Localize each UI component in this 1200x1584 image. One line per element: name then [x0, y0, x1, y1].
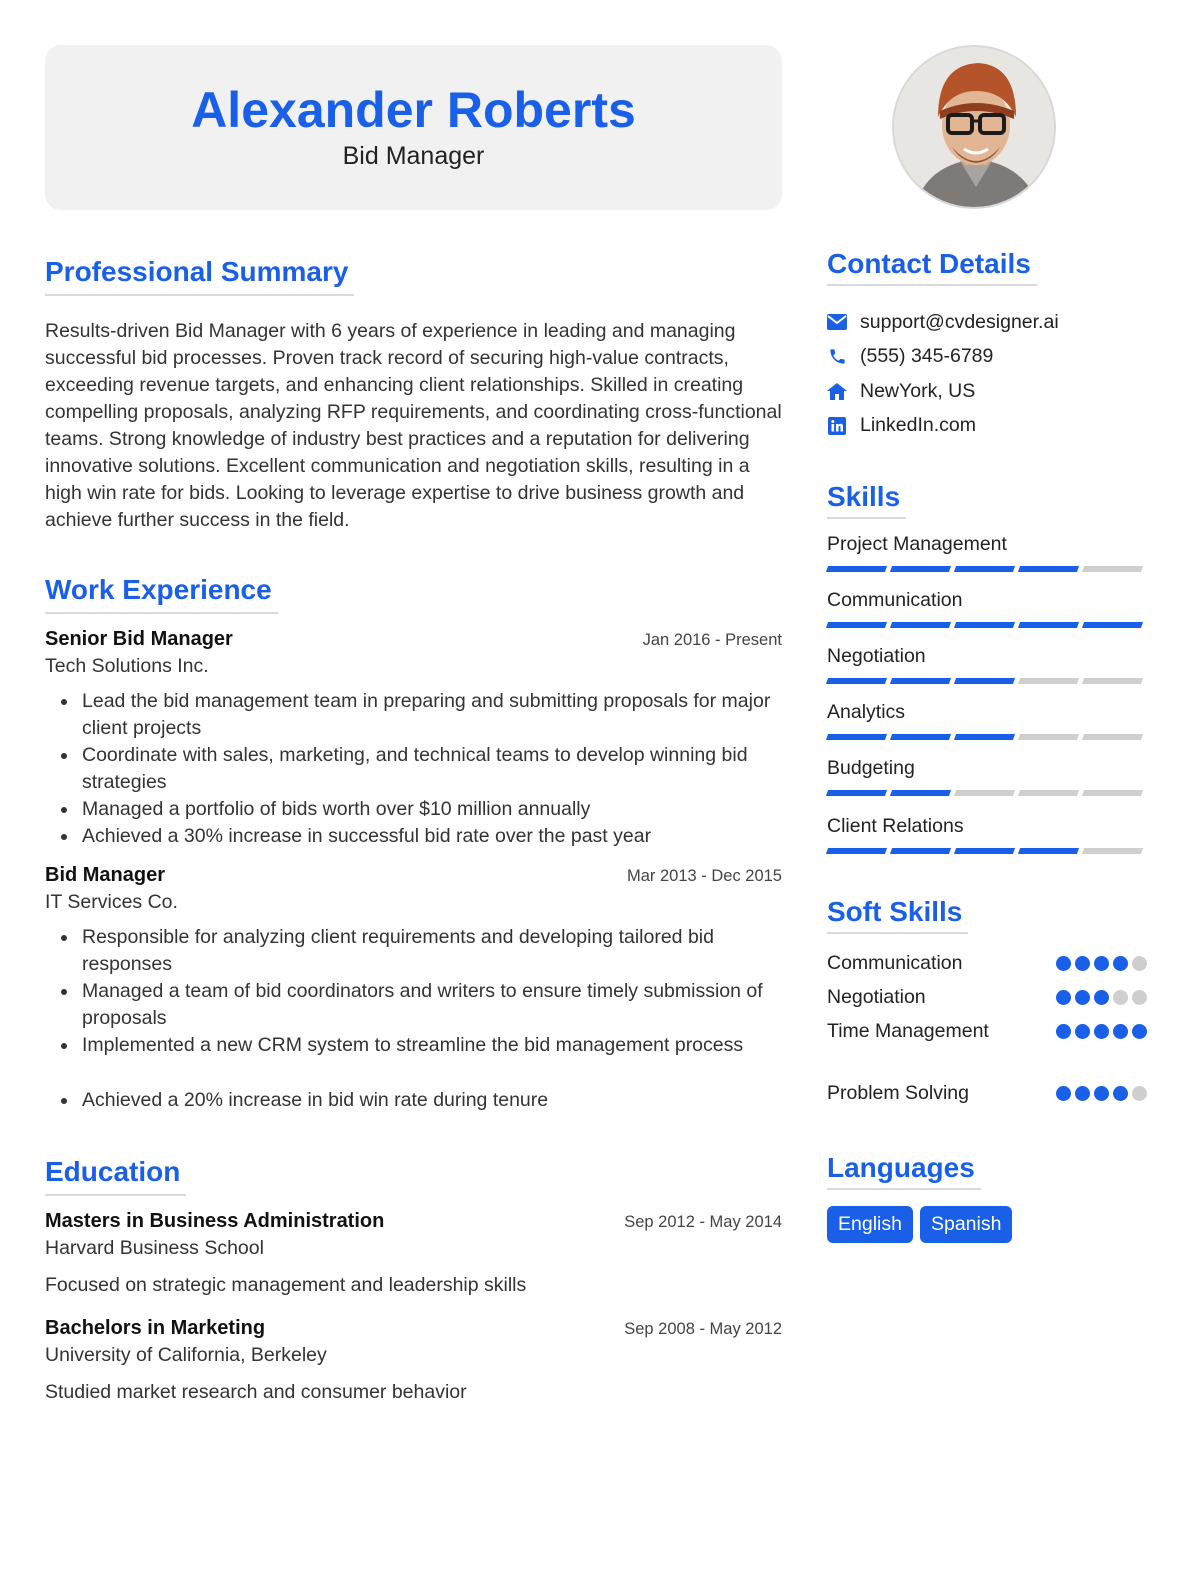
- skill-name: Client Relations: [827, 815, 964, 837]
- skill-level-segment: [826, 848, 887, 854]
- rating-dot: [1056, 1086, 1071, 1101]
- skill-level-segment: [890, 566, 951, 572]
- envelope-icon: [827, 312, 847, 332]
- skill-level-segment: [1082, 734, 1143, 740]
- education-entry: [45, 1317, 782, 1404]
- education-description: Studied market research and consumer behavior: [45, 1381, 467, 1403]
- skill-level-segment: [1082, 790, 1143, 796]
- skill-level-segment: [890, 848, 951, 854]
- skill-level-segment: [954, 622, 1015, 628]
- skill-name: Budgeting: [827, 757, 915, 779]
- skill-level-bar: [827, 848, 1147, 854]
- soft-skill-name: Problem Solving: [827, 1081, 969, 1104]
- contact-linkedin-text: LinkedIn.com: [860, 414, 976, 437]
- skill-level-segment: [826, 622, 887, 628]
- header-card: [45, 45, 782, 210]
- soft-skill-item: [827, 980, 1147, 1014]
- education-entry: [45, 1210, 782, 1297]
- home-icon: [827, 381, 847, 401]
- rating-dot: [1113, 990, 1128, 1005]
- skill-level-segment: [826, 790, 887, 796]
- avatar-portrait: [894, 47, 1056, 209]
- skill-level-segment: [1018, 790, 1079, 796]
- list-item: Coordinate with sales, marketing, and technical teams to develop winning bid strategies: [45, 742, 782, 796]
- rating-dot: [1132, 990, 1147, 1005]
- job-company: Tech Solutions Inc.: [45, 655, 209, 677]
- rating-dot: [1132, 1086, 1147, 1101]
- list-item: Implemented a new CRM system to streamline the bid management process: [45, 1032, 782, 1059]
- language-badge: English: [827, 1206, 913, 1243]
- languages-section: [827, 1152, 1147, 1243]
- skill-item: [827, 699, 1147, 740]
- languages-heading: Languages: [827, 1152, 981, 1190]
- skill-item: [827, 755, 1147, 796]
- skill-item: [827, 531, 1147, 572]
- skill-level-segment: [1018, 848, 1079, 854]
- contact-phone[interactable]: [827, 340, 1147, 375]
- skill-level-segment: [826, 678, 887, 684]
- degree-name: Masters in Business Administration: [45, 1210, 385, 1232]
- job-role: Senior Bid Manager: [45, 628, 233, 650]
- job-entry: [45, 628, 782, 850]
- skill-level-segment: [890, 790, 951, 796]
- contact-location: [827, 374, 1147, 409]
- job-bullets: [45, 688, 782, 850]
- skill-name: Project Management: [827, 533, 1007, 555]
- education-date: Sep 2008 - May 2012: [624, 1320, 782, 1338]
- candidate-title: Bid Manager: [342, 142, 485, 170]
- skill-level-bar: [827, 622, 1147, 628]
- job-role: Bid Manager: [45, 864, 166, 886]
- rating-dot: [1113, 1024, 1128, 1039]
- rating-dot: [1075, 956, 1090, 971]
- skill-name: Analytics: [827, 701, 906, 723]
- summary-text: Results-driven Bid Manager with 6 years of experience in leading and managing successful bid processes. Proven track record of securing high-value contracts, exceeding revenue targets, and enhancing client relationships. Skilled in creating compelling proposals, analyzing RFP requirements, and coordinating cross-functional teams. Strong knowledge of industry best practices and a reputation for delivering innovative solutions. Excellent communication and negotiation skills, resulting in a high win rate for bids. Looking to leverage expertise to drive business growth and achieve further success in the field.: [45, 320, 782, 531]
- skill-level-segment: [1018, 678, 1079, 684]
- language-badge: Spanish: [920, 1206, 1012, 1243]
- list-item: Achieved a 30% increase in successful bid rate over the past year: [45, 823, 782, 850]
- experience-section: [45, 574, 782, 1114]
- job-bullets: [45, 924, 782, 1114]
- soft-skill-rating: [1056, 990, 1147, 1005]
- job-date: Jan 2016 - Present: [642, 631, 782, 649]
- skill-level-segment: [826, 566, 887, 572]
- skill-level-bar: [827, 734, 1147, 740]
- degree-name: Bachelors in Marketing: [45, 1317, 266, 1339]
- soft-skill-item: [827, 1014, 1147, 1048]
- skill-level-segment: [954, 734, 1015, 740]
- skill-name: Communication: [827, 589, 963, 611]
- contact-email[interactable]: [827, 305, 1147, 340]
- skill-level-segment: [1082, 622, 1143, 628]
- contact-email-text: support@cvdesigner.ai: [860, 310, 1059, 333]
- education-date: Sep 2012 - May 2014: [624, 1213, 782, 1231]
- skills-heading: Skills: [827, 481, 906, 519]
- right-column: [827, 248, 1147, 1243]
- avatar: [892, 45, 1056, 209]
- soft-skill-rating: [1056, 1086, 1147, 1101]
- skill-level-segment: [1018, 622, 1079, 628]
- soft-skill-rating: [1056, 956, 1147, 971]
- list-item: Achieved a 20% increase in bid win rate during tenure: [45, 1087, 782, 1114]
- rating-dot: [1094, 990, 1109, 1005]
- soft-skills-heading: Soft Skills: [827, 896, 968, 934]
- skill-level-segment: [954, 566, 1015, 572]
- soft-skill-name: Time Management: [827, 1019, 989, 1042]
- skill-level-segment: [1082, 848, 1143, 854]
- skill-item: [827, 813, 1147, 854]
- skill-level-segment: [954, 848, 1015, 854]
- phone-icon: [827, 347, 847, 367]
- skill-item: [827, 587, 1147, 628]
- experience-heading: Work Experience: [45, 574, 278, 614]
- summary-heading: Professional Summary: [45, 256, 354, 296]
- skill-level-segment: [954, 678, 1015, 684]
- skill-level-bar: [827, 790, 1147, 796]
- job-company: IT Services Co.: [45, 891, 178, 913]
- skill-level-segment: [1018, 734, 1079, 740]
- skill-level-segment: [954, 790, 1015, 796]
- rating-dot: [1094, 1024, 1109, 1039]
- skill-level-segment: [1082, 678, 1143, 684]
- rating-dot: [1094, 956, 1109, 971]
- skill-level-segment: [890, 678, 951, 684]
- contact-phone-text: (555) 345-6789: [860, 345, 994, 368]
- list-item: Managed a portfolio of bids worth over $10 million annually: [45, 796, 782, 823]
- job-entry: [45, 864, 782, 1114]
- candidate-name: Alexander Roberts: [191, 82, 636, 138]
- rating-dot: [1056, 990, 1071, 1005]
- education-description: Focused on strategic management and leadership skills: [45, 1274, 527, 1296]
- list-item: Managed a team of bid coordinators and writers to ensure timely submission of proposals: [45, 978, 782, 1032]
- skill-level-segment: [1018, 566, 1079, 572]
- soft-skills-section: [827, 896, 1147, 1110]
- soft-skill-name: Negotiation: [827, 985, 926, 1008]
- rating-dot: [1132, 956, 1147, 971]
- rating-dot: [1056, 956, 1071, 971]
- rating-dot: [1113, 1086, 1128, 1101]
- rating-dot: [1094, 1086, 1109, 1101]
- contact-linkedin[interactable]: [827, 409, 1147, 444]
- contact-section: [827, 248, 1147, 443]
- skill-item: [827, 643, 1147, 684]
- soft-skill-name: Communication: [827, 951, 963, 974]
- education-section: [45, 1156, 782, 1404]
- rating-dot: [1075, 1086, 1090, 1101]
- skill-level-segment: [890, 734, 951, 740]
- list-item: Responsible for analyzing client requirements and developing tailored bid responses: [45, 924, 782, 978]
- rating-dot: [1075, 1024, 1090, 1039]
- skill-level-bar: [827, 678, 1147, 684]
- skill-name: Negotiation: [827, 645, 926, 667]
- soft-skill-rating: [1056, 1024, 1147, 1039]
- school-name: University of California, Berkeley: [45, 1344, 327, 1366]
- skill-level-segment: [1082, 566, 1143, 572]
- list-item: Lead the bid management team in preparing and submitting proposals for major client projects: [45, 688, 782, 742]
- skill-level-bar: [827, 566, 1147, 572]
- skill-level-segment: [890, 622, 951, 628]
- summary-section: [45, 256, 782, 534]
- education-heading: Education: [45, 1156, 186, 1196]
- linkedin-icon: [827, 416, 847, 436]
- skill-level-segment: [826, 734, 887, 740]
- left-column: [45, 256, 782, 1404]
- contact-location-text: NewYork, US: [860, 379, 976, 402]
- soft-skill-item: [827, 1076, 1147, 1110]
- rating-dot: [1075, 990, 1090, 1005]
- school-name: Harvard Business School: [45, 1237, 264, 1259]
- rating-dot: [1113, 956, 1128, 971]
- job-date: Mar 2013 - Dec 2015: [626, 867, 782, 885]
- contact-heading: Contact Details: [827, 248, 1037, 286]
- rating-dot: [1132, 1024, 1147, 1039]
- rating-dot: [1056, 1024, 1071, 1039]
- skills-section: [827, 481, 1147, 854]
- soft-skill-item: [827, 946, 1147, 980]
